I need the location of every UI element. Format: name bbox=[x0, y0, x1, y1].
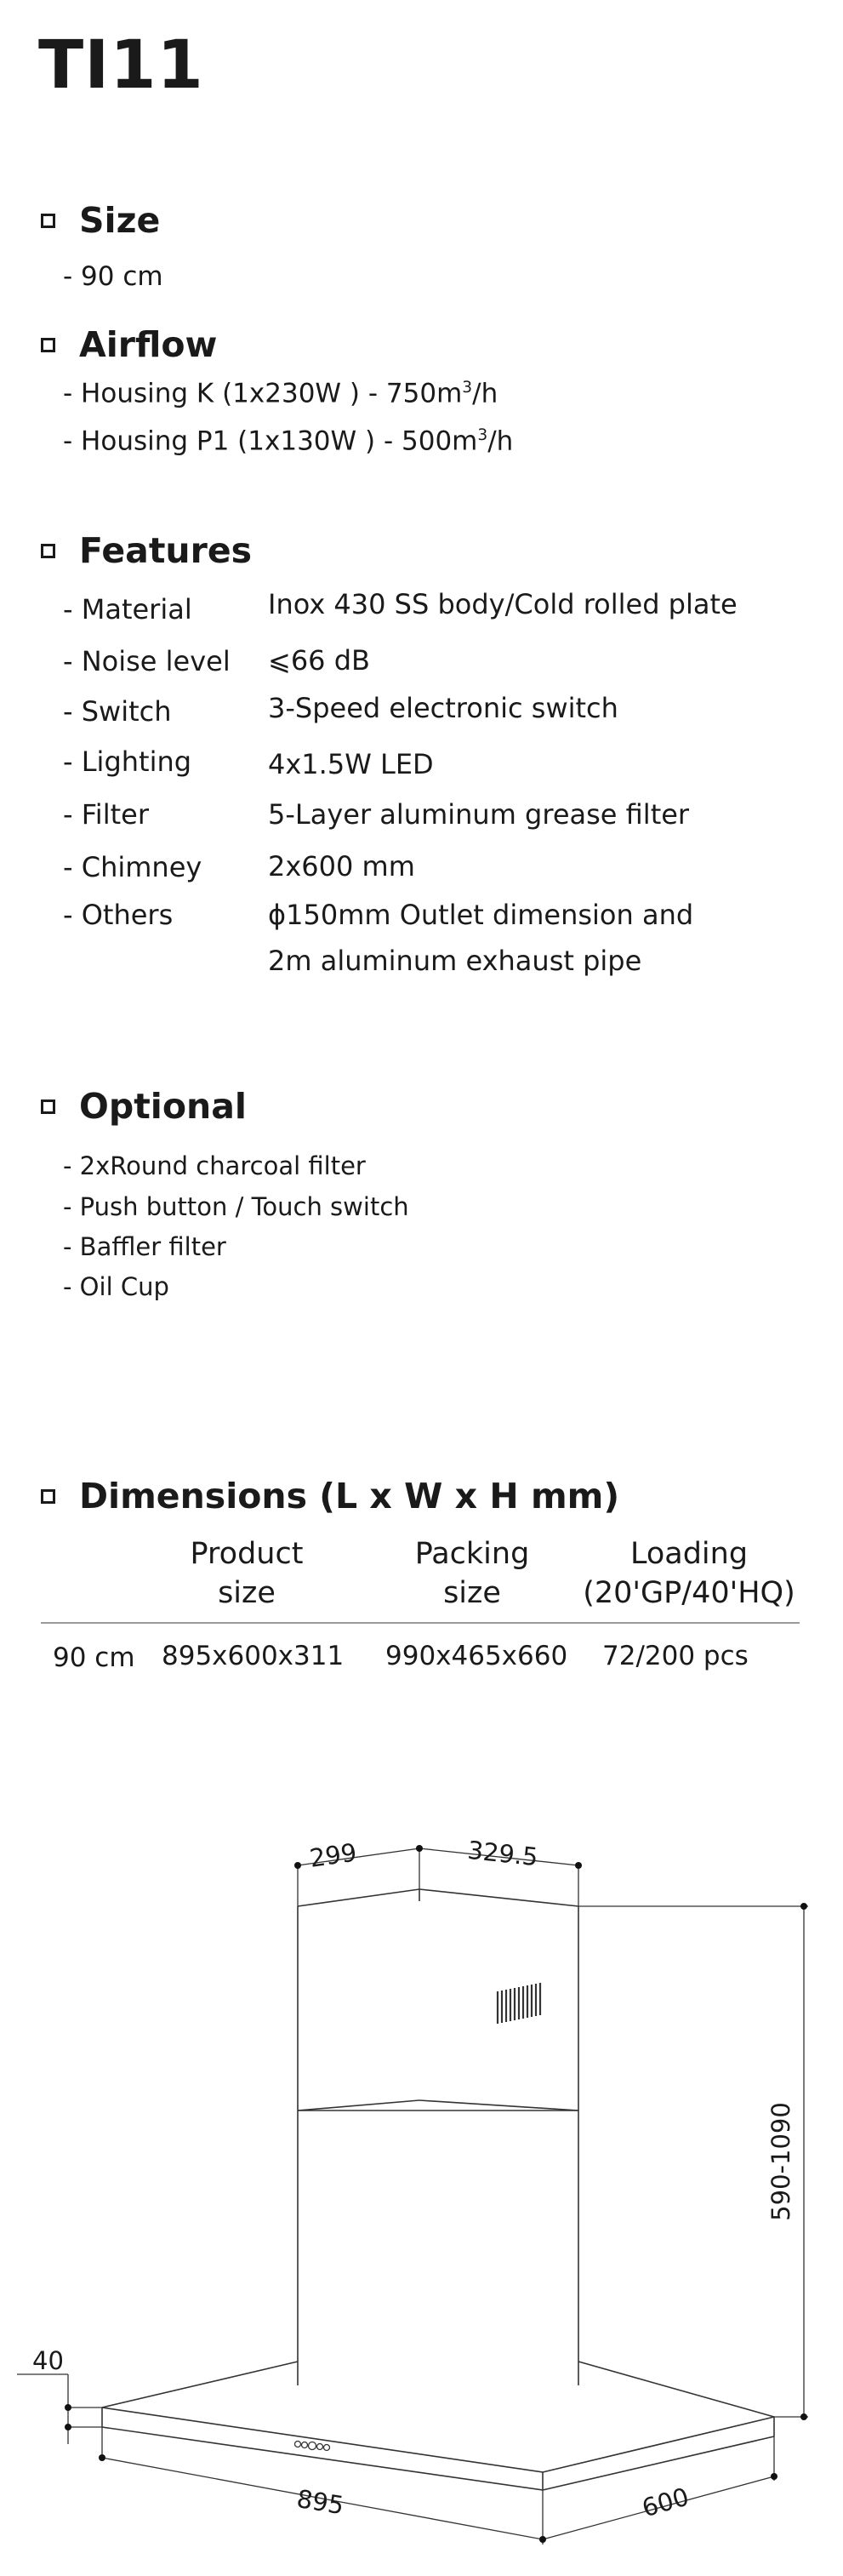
feature-label-material: - Material bbox=[63, 593, 192, 625]
table-cell-loading: 72/200 pcs bbox=[602, 1641, 749, 1671]
feature-label-chimney: - Chimney bbox=[63, 851, 202, 883]
feature-label-filter: - Filter bbox=[63, 798, 149, 831]
optional-item: - Baffler filter bbox=[63, 1232, 226, 1261]
table-header-line: Packing bbox=[414, 1537, 530, 1571]
feature-value-material: Inox 430 SS body/Cold rolled plate bbox=[268, 588, 738, 620]
feature-value-lighting: 4x1.5W LED bbox=[268, 748, 434, 780]
table-cell-packing-size: 990x465x660 bbox=[385, 1641, 568, 1671]
dim-label-top-depth: 329.5 bbox=[465, 1835, 540, 1872]
feature-label-noise: - Noise level bbox=[63, 645, 231, 677]
airflow-line-1-text: - Housing K (1x230W ) - 750m bbox=[63, 378, 463, 409]
airflow-line-2-text: - Housing P1 (1x130W ) - 500m bbox=[63, 426, 478, 457]
size-value: - 90 cm bbox=[63, 261, 163, 292]
airflow-line-1 bbox=[63, 380, 498, 407]
optional-heading bbox=[41, 1086, 247, 1127]
features-heading bbox=[41, 530, 253, 571]
feature-value-others-2: 2m aluminum exhaust pipe bbox=[268, 945, 642, 977]
airflow-line-1-sup: 3 bbox=[462, 379, 473, 397]
chimney-outline bbox=[298, 1889, 578, 2385]
airflow-line-2 bbox=[63, 426, 514, 457]
feature-value-switch: 3-Speed electronic switch bbox=[268, 692, 618, 724]
table-cell-product-size: 895x600x311 bbox=[162, 1641, 345, 1671]
table-header-line: Loading bbox=[629, 1537, 749, 1571]
dim-label-length: 895 bbox=[294, 2484, 346, 2521]
dimension-lines bbox=[17, 1848, 808, 2545]
checkbox-square-icon bbox=[41, 214, 55, 228]
range-hood-drawing bbox=[0, 1830, 843, 2576]
size-heading bbox=[41, 200, 161, 241]
checkbox-square-icon bbox=[41, 1100, 55, 1114]
feature-label-lighting: - Lighting bbox=[63, 745, 192, 778]
optional-item: - 2xRound charcoal filter bbox=[63, 1151, 366, 1180]
optional-heading-text: Optional bbox=[79, 1086, 247, 1127]
feature-label-switch: - Switch bbox=[63, 695, 172, 728]
size-heading-text: Size bbox=[79, 200, 161, 241]
airflow-line-2-sup: 3 bbox=[477, 426, 488, 444]
table-divider bbox=[41, 1622, 800, 1624]
airflow-line-1-tail: /h bbox=[472, 378, 498, 409]
table-cell-model: 90 cm bbox=[53, 1642, 135, 1673]
dimensions-heading-text: Dimensions (L x W x H mm) bbox=[79, 1476, 620, 1516]
table-header-product bbox=[153, 1534, 340, 1613]
airflow-heading bbox=[41, 324, 218, 365]
dim-label-top-width: 299 bbox=[307, 1837, 359, 1873]
optional-item: - Oil Cup bbox=[63, 1272, 169, 1301]
dim-label-canopy: 40 bbox=[32, 2346, 64, 2375]
table-header-loading bbox=[574, 1534, 804, 1613]
airflow-heading-text: Airflow bbox=[79, 324, 218, 365]
feature-value-noise: ⩽66 dB bbox=[268, 644, 370, 677]
feature-value-chimney: 2x600 mm bbox=[268, 850, 415, 882]
table-header-line: size bbox=[218, 1576, 276, 1610]
canopy-outline bbox=[102, 2362, 774, 2490]
dim-label-height: 590-1090 bbox=[766, 2102, 795, 2221]
feature-value-filter: 5-Layer aluminum grease filter bbox=[268, 798, 690, 831]
feature-value-others: ϕ150mm Outlet dimension and bbox=[268, 899, 694, 931]
optional-item: - Push button / Touch switch bbox=[63, 1192, 409, 1221]
table-header-line: Product bbox=[190, 1537, 304, 1571]
feature-label-others: - Others bbox=[63, 899, 174, 931]
product-title: TI11 bbox=[38, 27, 204, 104]
checkbox-square-icon bbox=[41, 338, 55, 352]
airflow-line-2-tail: /h bbox=[487, 426, 514, 457]
dim-label-depth: 600 bbox=[638, 2482, 692, 2523]
features-heading-text: Features bbox=[79, 530, 253, 571]
vent-grille-icon bbox=[498, 1983, 540, 2024]
checkbox-square-icon bbox=[41, 1489, 55, 1504]
table-header-line: size bbox=[443, 1576, 501, 1610]
dimensions-heading bbox=[41, 1476, 620, 1516]
checkbox-square-icon bbox=[41, 544, 55, 558]
table-header-packing bbox=[379, 1534, 566, 1613]
control-buttons-icon bbox=[295, 2442, 330, 2451]
table-header-line: (20'GP/40'HQ) bbox=[583, 1576, 795, 1610]
